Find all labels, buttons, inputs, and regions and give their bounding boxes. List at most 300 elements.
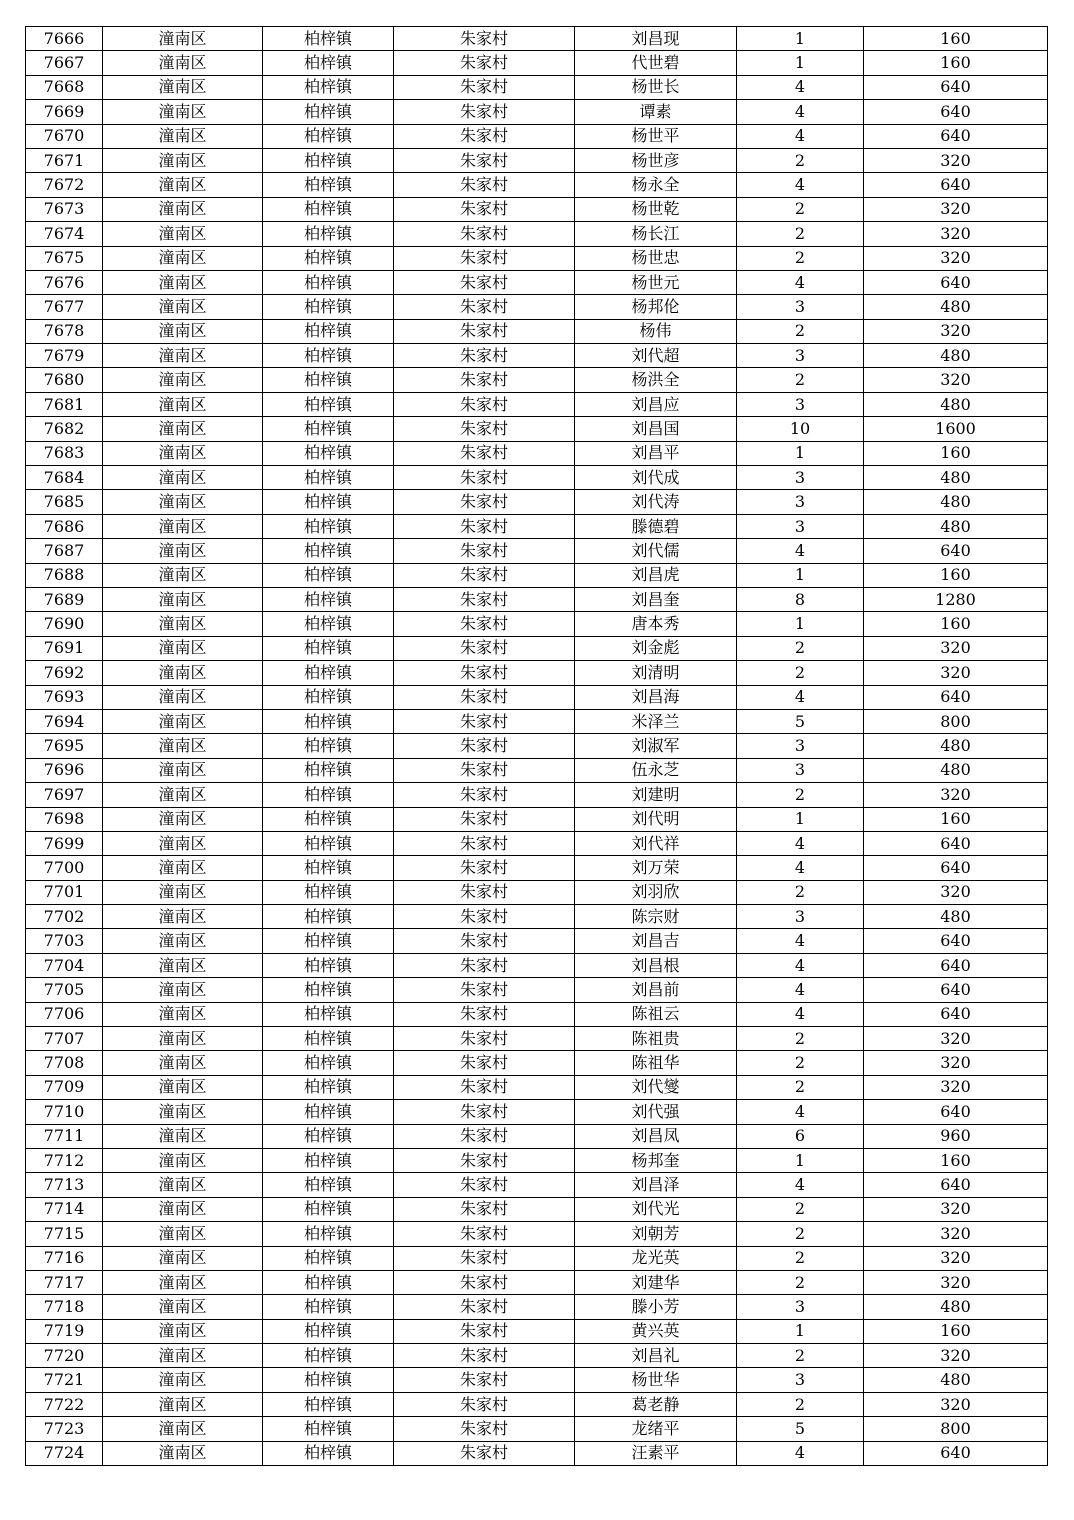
town-cell: 柏梓镇: [263, 51, 394, 75]
town-cell: 柏梓镇: [263, 222, 394, 246]
village-cell: 朱家村: [394, 344, 575, 368]
row-number-cell: 7721: [26, 1368, 103, 1392]
town-cell: 柏梓镇: [263, 978, 394, 1002]
count-cell: 1: [737, 441, 864, 465]
count-cell: 4: [737, 100, 864, 124]
town-cell: 柏梓镇: [263, 1222, 394, 1246]
row-number-cell: 7701: [26, 880, 103, 904]
district-cell: 潼南区: [103, 978, 263, 1002]
count-cell: 3: [737, 344, 864, 368]
village-cell: 朱家村: [394, 490, 575, 514]
table-row: [26, 417, 1048, 441]
district-cell: 潼南区: [103, 1124, 263, 1148]
name-cell: 滕德碧: [575, 514, 737, 538]
amount-cell: 320: [864, 1246, 1048, 1270]
table-row: [26, 124, 1048, 148]
table-row: [26, 173, 1048, 197]
household-table: [25, 26, 1048, 1466]
district-cell: 潼南区: [103, 734, 263, 758]
district-cell: 潼南区: [103, 27, 263, 51]
village-cell: 朱家村: [394, 1100, 575, 1124]
amount-cell: 640: [864, 978, 1048, 1002]
row-number-cell: 7679: [26, 344, 103, 368]
name-cell: 刘金彪: [575, 636, 737, 660]
count-cell: 1: [737, 612, 864, 636]
count-cell: 2: [737, 246, 864, 270]
row-number-cell: 7677: [26, 295, 103, 319]
name-cell: 米泽兰: [575, 709, 737, 733]
amount-cell: 160: [864, 807, 1048, 831]
row-number-cell: 7712: [26, 1148, 103, 1172]
town-cell: 柏梓镇: [263, 1344, 394, 1368]
name-cell: 杨世彦: [575, 148, 737, 172]
count-cell: 6: [737, 1124, 864, 1148]
village-cell: 朱家村: [394, 1222, 575, 1246]
district-cell: 潼南区: [103, 124, 263, 148]
row-number-cell: 7707: [26, 1027, 103, 1051]
amount-cell: 320: [864, 197, 1048, 221]
table-row: [26, 1246, 1048, 1270]
district-cell: 潼南区: [103, 75, 263, 99]
count-cell: 10: [737, 417, 864, 441]
district-cell: 潼南区: [103, 295, 263, 319]
row-number-cell: 7674: [26, 222, 103, 246]
row-number-cell: 7710: [26, 1100, 103, 1124]
town-cell: 柏梓镇: [263, 1027, 394, 1051]
table-row: [26, 1027, 1048, 1051]
row-number-cell: 7689: [26, 587, 103, 611]
district-cell: 潼南区: [103, 1270, 263, 1294]
village-cell: 朱家村: [394, 953, 575, 977]
amount-cell: 480: [864, 514, 1048, 538]
district-cell: 潼南区: [103, 1417, 263, 1441]
count-cell: 4: [737, 1173, 864, 1197]
row-number-cell: 7708: [26, 1051, 103, 1075]
town-cell: 柏梓镇: [263, 1319, 394, 1343]
row-number-cell: 7669: [26, 100, 103, 124]
district-cell: 潼南区: [103, 441, 263, 465]
table-row: [26, 246, 1048, 270]
district-cell: 潼南区: [103, 1002, 263, 1026]
count-cell: 5: [737, 1417, 864, 1441]
count-cell: 4: [737, 1441, 864, 1465]
town-cell: 柏梓镇: [263, 856, 394, 880]
town-cell: 柏梓镇: [263, 1417, 394, 1441]
district-cell: 潼南区: [103, 1246, 263, 1270]
name-cell: 陈祖云: [575, 1002, 737, 1026]
name-cell: 刘代超: [575, 344, 737, 368]
town-cell: 柏梓镇: [263, 441, 394, 465]
district-cell: 潼南区: [103, 197, 263, 221]
village-cell: 朱家村: [394, 734, 575, 758]
amount-cell: 640: [864, 173, 1048, 197]
town-cell: 柏梓镇: [263, 587, 394, 611]
table-row: [26, 51, 1048, 75]
name-cell: 刘昌吉: [575, 929, 737, 953]
name-cell: 杨世元: [575, 270, 737, 294]
row-number-cell: 7683: [26, 441, 103, 465]
name-cell: 刘代强: [575, 1100, 737, 1124]
town-cell: 柏梓镇: [263, 295, 394, 319]
row-number-cell: 7706: [26, 1002, 103, 1026]
district-cell: 潼南区: [103, 612, 263, 636]
village-cell: 朱家村: [394, 758, 575, 782]
amount-cell: 320: [864, 1344, 1048, 1368]
count-cell: 1: [737, 807, 864, 831]
table-row: [26, 222, 1048, 246]
count-cell: 2: [737, 1027, 864, 1051]
village-cell: 朱家村: [394, 270, 575, 294]
village-cell: 朱家村: [394, 124, 575, 148]
amount-cell: 480: [864, 344, 1048, 368]
town-cell: 柏梓镇: [263, 539, 394, 563]
amount-cell: 640: [864, 539, 1048, 563]
amount-cell: 640: [864, 831, 1048, 855]
name-cell: 葛老静: [575, 1392, 737, 1416]
town-cell: 柏梓镇: [263, 417, 394, 441]
name-cell: 刘羽欣: [575, 880, 737, 904]
town-cell: 柏梓镇: [263, 173, 394, 197]
count-cell: 1: [737, 51, 864, 75]
district-cell: 潼南区: [103, 148, 263, 172]
town-cell: 柏梓镇: [263, 1051, 394, 1075]
name-cell: 刘昌应: [575, 392, 737, 416]
village-cell: 朱家村: [394, 709, 575, 733]
amount-cell: 640: [864, 100, 1048, 124]
district-cell: 潼南区: [103, 1295, 263, 1319]
row-number-cell: 7690: [26, 612, 103, 636]
amount-cell: 160: [864, 51, 1048, 75]
village-cell: 朱家村: [394, 978, 575, 1002]
row-number-cell: 7691: [26, 636, 103, 660]
count-cell: 1: [737, 27, 864, 51]
amount-cell: 1280: [864, 587, 1048, 611]
table-body: [26, 27, 1048, 1466]
village-cell: 朱家村: [394, 661, 575, 685]
table-row: [26, 880, 1048, 904]
table-row: [26, 319, 1048, 343]
table-row: [26, 75, 1048, 99]
table-row: [26, 1051, 1048, 1075]
amount-cell: 320: [864, 368, 1048, 392]
count-cell: 2: [737, 222, 864, 246]
town-cell: 柏梓镇: [263, 466, 394, 490]
amount-cell: 160: [864, 612, 1048, 636]
village-cell: 朱家村: [394, 417, 575, 441]
district-cell: 潼南区: [103, 1173, 263, 1197]
village-cell: 朱家村: [394, 1441, 575, 1465]
amount-cell: 320: [864, 783, 1048, 807]
village-cell: 朱家村: [394, 514, 575, 538]
row-number-cell: 7687: [26, 539, 103, 563]
town-cell: 柏梓镇: [263, 953, 394, 977]
amount-cell: 800: [864, 1417, 1048, 1441]
amount-cell: 320: [864, 319, 1048, 343]
village-cell: 朱家村: [394, 612, 575, 636]
district-cell: 潼南区: [103, 1392, 263, 1416]
name-cell: 唐本秀: [575, 612, 737, 636]
table-row: [26, 270, 1048, 294]
table-row: [26, 100, 1048, 124]
name-cell: 刘代光: [575, 1197, 737, 1221]
town-cell: 柏梓镇: [263, 514, 394, 538]
town-cell: 柏梓镇: [263, 685, 394, 709]
row-number-cell: 7699: [26, 831, 103, 855]
count-cell: 4: [737, 953, 864, 977]
district-cell: 潼南区: [103, 1441, 263, 1465]
count-cell: 4: [737, 856, 864, 880]
name-cell: 刘昌奎: [575, 587, 737, 611]
name-cell: 汪素平: [575, 1441, 737, 1465]
row-number-cell: 7697: [26, 783, 103, 807]
row-number-cell: 7694: [26, 709, 103, 733]
count-cell: 4: [737, 173, 864, 197]
name-cell: 陈祖华: [575, 1051, 737, 1075]
town-cell: 柏梓镇: [263, 758, 394, 782]
village-cell: 朱家村: [394, 197, 575, 221]
district-cell: 潼南区: [103, 783, 263, 807]
village-cell: 朱家村: [394, 1417, 575, 1441]
table-row: [26, 1368, 1048, 1392]
name-cell: 陈宗财: [575, 905, 737, 929]
amount-cell: 160: [864, 441, 1048, 465]
count-cell: 3: [737, 295, 864, 319]
table-row: [26, 831, 1048, 855]
town-cell: 柏梓镇: [263, 1392, 394, 1416]
town-cell: 柏梓镇: [263, 783, 394, 807]
village-cell: 朱家村: [394, 1027, 575, 1051]
district-cell: 潼南区: [103, 953, 263, 977]
table-row: [26, 905, 1048, 929]
amount-cell: 320: [864, 1051, 1048, 1075]
count-cell: 3: [737, 1295, 864, 1319]
town-cell: 柏梓镇: [263, 27, 394, 51]
town-cell: 柏梓镇: [263, 1124, 394, 1148]
table-row: [26, 612, 1048, 636]
table-row: [26, 1441, 1048, 1465]
town-cell: 柏梓镇: [263, 1148, 394, 1172]
amount-cell: 160: [864, 563, 1048, 587]
district-cell: 潼南区: [103, 1075, 263, 1099]
table-row: [26, 783, 1048, 807]
district-cell: 潼南区: [103, 929, 263, 953]
district-cell: 潼南区: [103, 685, 263, 709]
count-cell: 4: [737, 539, 864, 563]
town-cell: 柏梓镇: [263, 1173, 394, 1197]
district-cell: 潼南区: [103, 807, 263, 831]
count-cell: 2: [737, 636, 864, 660]
table-row: [26, 344, 1048, 368]
district-cell: 潼南区: [103, 758, 263, 782]
village-cell: 朱家村: [394, 466, 575, 490]
town-cell: 柏梓镇: [263, 1270, 394, 1294]
count-cell: 3: [737, 514, 864, 538]
count-cell: 3: [737, 490, 864, 514]
row-number-cell: 7709: [26, 1075, 103, 1099]
count-cell: 3: [737, 905, 864, 929]
amount-cell: 320: [864, 661, 1048, 685]
count-cell: 3: [737, 466, 864, 490]
row-number-cell: 7724: [26, 1441, 103, 1465]
count-cell: 1: [737, 1148, 864, 1172]
amount-cell: 480: [864, 734, 1048, 758]
district-cell: 潼南区: [103, 1100, 263, 1124]
table-row: [26, 1295, 1048, 1319]
town-cell: 柏梓镇: [263, 612, 394, 636]
row-number-cell: 7685: [26, 490, 103, 514]
district-cell: 潼南区: [103, 514, 263, 538]
village-cell: 朱家村: [394, 587, 575, 611]
amount-cell: 640: [864, 1441, 1048, 1465]
town-cell: 柏梓镇: [263, 1246, 394, 1270]
village-cell: 朱家村: [394, 1368, 575, 1392]
row-number-cell: 7716: [26, 1246, 103, 1270]
table-row: [26, 661, 1048, 685]
name-cell: 杨邦奎: [575, 1148, 737, 1172]
district-cell: 潼南区: [103, 51, 263, 75]
table-row: [26, 441, 1048, 465]
table-row: [26, 1319, 1048, 1343]
table-row: [26, 978, 1048, 1002]
name-cell: 刘昌前: [575, 978, 737, 1002]
district-cell: 潼南区: [103, 563, 263, 587]
table-row: [26, 1344, 1048, 1368]
row-number-cell: 7705: [26, 978, 103, 1002]
town-cell: 柏梓镇: [263, 905, 394, 929]
row-number-cell: 7717: [26, 1270, 103, 1294]
amount-cell: 480: [864, 1368, 1048, 1392]
village-cell: 朱家村: [394, 173, 575, 197]
town-cell: 柏梓镇: [263, 1441, 394, 1465]
table-row: [26, 295, 1048, 319]
row-number-cell: 7678: [26, 319, 103, 343]
table-row: [26, 514, 1048, 538]
count-cell: 2: [737, 368, 864, 392]
amount-cell: 480: [864, 490, 1048, 514]
amount-cell: 320: [864, 246, 1048, 270]
name-cell: 杨邦伦: [575, 295, 737, 319]
amount-cell: 640: [864, 929, 1048, 953]
village-cell: 朱家村: [394, 539, 575, 563]
table-row: [26, 1148, 1048, 1172]
district-cell: 潼南区: [103, 831, 263, 855]
town-cell: 柏梓镇: [263, 1295, 394, 1319]
village-cell: 朱家村: [394, 1124, 575, 1148]
amount-cell: 320: [864, 222, 1048, 246]
name-cell: 陈祖贵: [575, 1027, 737, 1051]
table-row: [26, 856, 1048, 880]
count-cell: 2: [737, 1051, 864, 1075]
row-number-cell: 7698: [26, 807, 103, 831]
row-number-cell: 7714: [26, 1197, 103, 1221]
name-cell: 龙绪平: [575, 1417, 737, 1441]
name-cell: 刘昌泽: [575, 1173, 737, 1197]
town-cell: 柏梓镇: [263, 100, 394, 124]
name-cell: 杨永全: [575, 173, 737, 197]
village-cell: 朱家村: [394, 1051, 575, 1075]
town-cell: 柏梓镇: [263, 148, 394, 172]
village-cell: 朱家村: [394, 368, 575, 392]
district-cell: 潼南区: [103, 246, 263, 270]
town-cell: 柏梓镇: [263, 1075, 394, 1099]
district-cell: 潼南区: [103, 661, 263, 685]
amount-cell: 640: [864, 685, 1048, 709]
village-cell: 朱家村: [394, 1075, 575, 1099]
count-cell: 2: [737, 197, 864, 221]
amount-cell: 640: [864, 953, 1048, 977]
count-cell: 2: [737, 1392, 864, 1416]
table-row: [26, 1124, 1048, 1148]
amount-cell: 640: [864, 1173, 1048, 1197]
town-cell: 柏梓镇: [263, 1368, 394, 1392]
village-cell: 朱家村: [394, 636, 575, 660]
name-cell: 刘朝芳: [575, 1222, 737, 1246]
district-cell: 潼南区: [103, 1368, 263, 1392]
row-number-cell: 7668: [26, 75, 103, 99]
town-cell: 柏梓镇: [263, 197, 394, 221]
amount-cell: 480: [864, 295, 1048, 319]
name-cell: 杨洪全: [575, 368, 737, 392]
district-cell: 潼南区: [103, 392, 263, 416]
district-cell: 潼南区: [103, 636, 263, 660]
count-cell: 2: [737, 880, 864, 904]
table-row: [26, 368, 1048, 392]
district-cell: 潼南区: [103, 1148, 263, 1172]
village-cell: 朱家村: [394, 1344, 575, 1368]
amount-cell: 320: [864, 1197, 1048, 1221]
district-cell: 潼南区: [103, 880, 263, 904]
village-cell: 朱家村: [394, 1148, 575, 1172]
row-number-cell: 7681: [26, 392, 103, 416]
village-cell: 朱家村: [394, 929, 575, 953]
town-cell: 柏梓镇: [263, 344, 394, 368]
name-cell: 刘昌虎: [575, 563, 737, 587]
table-row: [26, 27, 1048, 51]
row-number-cell: 7696: [26, 758, 103, 782]
table-row: [26, 1075, 1048, 1099]
count-cell: 4: [737, 124, 864, 148]
table-row: [26, 685, 1048, 709]
row-number-cell: 7700: [26, 856, 103, 880]
name-cell: 刘昌平: [575, 441, 737, 465]
table-row: [26, 1392, 1048, 1416]
count-cell: 4: [737, 1100, 864, 1124]
row-number-cell: 7719: [26, 1319, 103, 1343]
village-cell: 朱家村: [394, 1392, 575, 1416]
name-cell: 刘昌凤: [575, 1124, 737, 1148]
district-cell: 潼南区: [103, 856, 263, 880]
name-cell: 杨世华: [575, 1368, 737, 1392]
town-cell: 柏梓镇: [263, 880, 394, 904]
row-number-cell: 7723: [26, 1417, 103, 1441]
village-cell: 朱家村: [394, 831, 575, 855]
village-cell: 朱家村: [394, 51, 575, 75]
village-cell: 朱家村: [394, 319, 575, 343]
count-cell: 2: [737, 319, 864, 343]
count-cell: 4: [737, 978, 864, 1002]
table-row: [26, 1222, 1048, 1246]
name-cell: 黄兴英: [575, 1319, 737, 1343]
town-cell: 柏梓镇: [263, 124, 394, 148]
district-cell: 潼南区: [103, 222, 263, 246]
count-cell: 3: [737, 758, 864, 782]
town-cell: 柏梓镇: [263, 270, 394, 294]
amount-cell: 480: [864, 466, 1048, 490]
row-number-cell: 7688: [26, 563, 103, 587]
district-cell: 潼南区: [103, 173, 263, 197]
table-row: [26, 1197, 1048, 1221]
village-cell: 朱家村: [394, 1246, 575, 1270]
